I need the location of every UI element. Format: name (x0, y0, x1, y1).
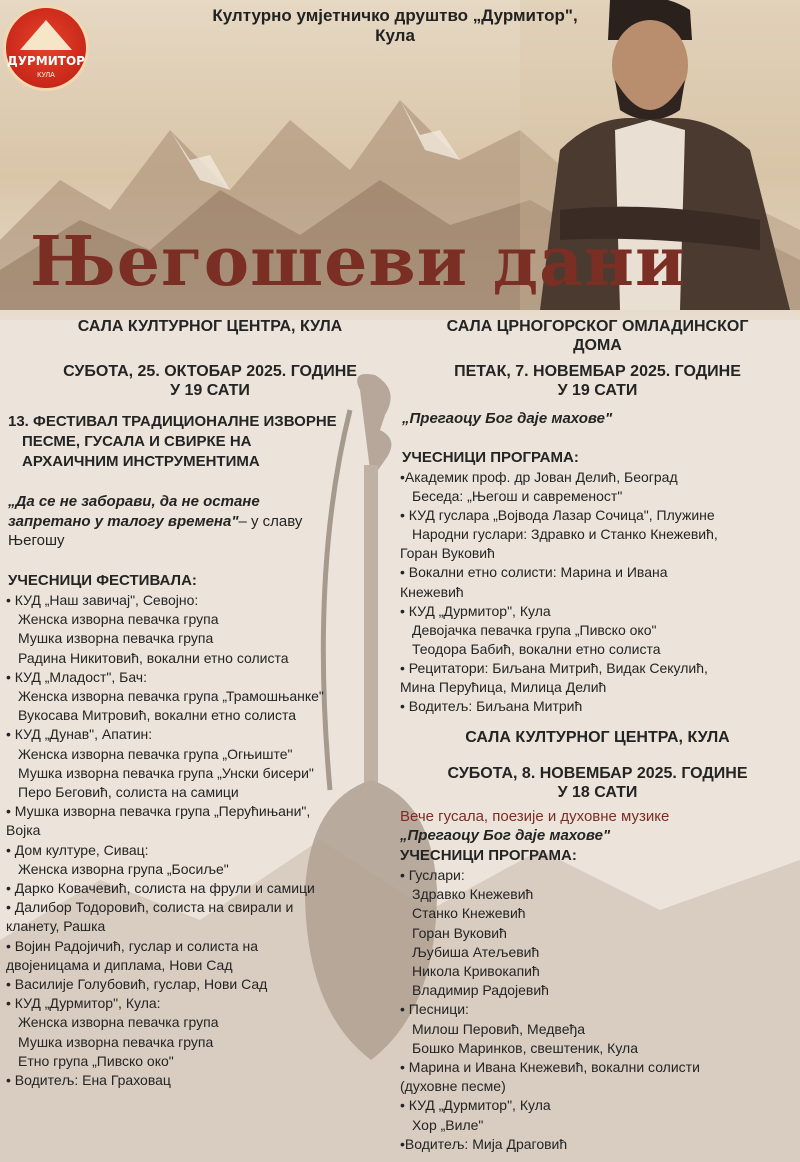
right1-venue: САЛА ЦРНОГОРСКОГ ОМЛАДИНСКОГ ДОМА (446, 318, 749, 354)
logo-text: ДУРМИТОР (7, 54, 85, 68)
right2-date: СУБОТА, 8. НОВЕМБАР 2025. ГОДИНЕ У 18 САТИ (447, 765, 748, 801)
list-item: • Василије Голубовић, гуслар, Нови Сад (6, 976, 268, 993)
left-date: СУБОТА, 25. ОКТОБАР 2025. ГОДИНЕ У 19 САТИ (63, 363, 357, 399)
list-item: • КУД „Младост", Бач: (6, 668, 147, 685)
list-item: Љубиша Атељевић (412, 943, 540, 960)
left-venue: САЛА КУЛТУРНОГ ЦЕНТРА, КУЛА (77, 318, 343, 335)
list-item: Женска изворна певачка група „Трамошњанке" (18, 688, 324, 705)
right1-participants-list (400, 468, 795, 716)
festival-motto: „Да се не заборави, да не остане запретано у талогу времена"– у славу Његошу (8, 493, 303, 549)
list-item: Мушка изворна певачка група (18, 630, 214, 647)
list-item: • КУД „Дурмитор", Кула: (6, 995, 161, 1012)
right2-participants-list (400, 866, 795, 1154)
list-item: • Водитељ: Биљана Митрић (400, 698, 583, 715)
list-item: Војка (6, 822, 41, 839)
list-item: Мушка изворна певачка група (18, 1033, 214, 1050)
festival-title: 13. ФЕСТИВАЛ ТРАДИЦИОНАЛНЕ ИЗВОРНЕ ПЕСМЕ, ГУСАЛА И СВИРКЕ НА АРХАИЧНИМ ИНСТРУМЕНТИМА (8, 413, 337, 470)
mountain-icon (20, 20, 72, 50)
list-item: Женска изворна певачка група (18, 611, 219, 628)
list-item: Никола Кривокапић (412, 963, 540, 980)
list-item: • Водитељ: Ена Граховац (6, 1072, 171, 1089)
list-item: Бошко Маринков, свештеник, Кула (412, 1039, 638, 1056)
list-item: • Војин Радојичић, гуслар и солиста на (6, 937, 259, 954)
list-item: • Рецитатори: Биљана Митрић, Видак Секулић, (400, 659, 708, 676)
list-item: двојеницама и диплама, Нови Сад (6, 956, 233, 973)
list-item: Теодора Бабић, вокални етно солиста (412, 640, 661, 657)
right2-venue: САЛА КУЛТУРНОГ ЦЕНТРА, КУЛА (465, 729, 730, 746)
list-item: • КУД гуслара „Војвода Лазар Сочица", Плужине (400, 507, 715, 524)
list-item: Кнежевић (400, 583, 464, 600)
list-item: кланету, Рашка (6, 918, 106, 935)
list-item: Народни гуслари: Здравко и Станко Кнежевић, (412, 526, 718, 543)
list-item: • КУД „Дурмитор", Кула (400, 1097, 551, 1114)
list-item: Беседа: „Његош и савременост" (412, 488, 623, 505)
list-item: Горан Вуковић (412, 924, 507, 941)
list-item: Хор „Виле" (412, 1116, 484, 1133)
list-item: • КУД „Дунав", Апатин: (6, 726, 153, 743)
list-item: • Дарко Ковачевић, солиста на фрули и самици (6, 880, 315, 897)
right1-participants-heading: УЧЕСНИЦИ ПРОГРАМА: (402, 449, 579, 466)
durmitor-logo (3, 5, 89, 91)
list-item: • Дом културе, Сивац: (6, 841, 149, 858)
list-item: • КУД „Наш завичај", Севојно: (6, 592, 199, 608)
list-item: Горан Вуковић (400, 545, 495, 562)
list-item: • КУД „Дурмитор", Кула (400, 602, 551, 619)
right2-motto: „Прегаоцу Бог даје махове" (400, 827, 611, 844)
list-item: Женска изворна певачка група „Огњиште" (18, 745, 293, 762)
list-item: • Вокални етно солисти: Марина и Ивана (400, 564, 668, 581)
logo-subtext: КУЛА (37, 72, 55, 79)
list-item: • Мушка изворна певачка група „Перућињани", (6, 803, 311, 820)
list-item: • Гуслари: (400, 867, 465, 883)
list-item: • Марина и Ивана Кнежевић, вокални солисти (400, 1059, 700, 1076)
list-item: Женска изворна група „Босиље" (18, 860, 229, 877)
list-item: •Академик проф. др Јован Делић, Београд (400, 469, 678, 485)
list-item: Здравко Кнежевић (412, 886, 534, 903)
list-item: • Песници: (400, 1001, 469, 1018)
right2-participants-heading: УЧЕСНИЦИ ПРОГРАМА: (400, 847, 577, 864)
right1-date: ПЕТАК, 7. НОВЕМБАР 2025. ГОДИНЕ У 19 САТИ (454, 363, 741, 399)
list-item: Станко Кнежевић (412, 905, 526, 922)
festival-participants-list (6, 591, 401, 1090)
page-title: Његошеви дани (30, 222, 687, 302)
list-item: (духовне песме) (400, 1078, 506, 1095)
organization-name: Културно умјетничко друштво „Дурмитор", Кула (212, 6, 578, 45)
list-item: Милош Перовић, Медвеђа (412, 1020, 586, 1037)
list-item: Радина Никитовић, вокални етно солиста (18, 649, 289, 666)
list-item: Владимир Радојевић (412, 982, 549, 999)
list-item: Девојачка певачка група „Пивско око" (412, 621, 657, 638)
festival-participants-heading: УЧЕСНИЦИ ФЕСТИВАЛА: (8, 572, 197, 589)
list-item: Женска изворна певачка група (18, 1014, 219, 1031)
list-item: Мина Перућица, Милица Делић (400, 679, 607, 696)
list-item: • Далибор Тодоровић, солиста на свирали и (6, 899, 294, 916)
list-item: Вукосава Митровић, вокални етно солиста (18, 707, 296, 724)
list-item: Етно група „Пивско око" (18, 1052, 174, 1069)
list-item: Перо Беговић, солиста на самици (18, 784, 239, 801)
list-item: •Водитељ: Мија Драговић (400, 1135, 568, 1152)
right2-subtitle: Вече гусала, поезије и духовне музике (400, 808, 670, 825)
right1-motto: „Прегаоцу Бог даје махове" (402, 410, 613, 427)
list-item: Мушка изворна певачка група „Унски бисери" (18, 764, 314, 781)
